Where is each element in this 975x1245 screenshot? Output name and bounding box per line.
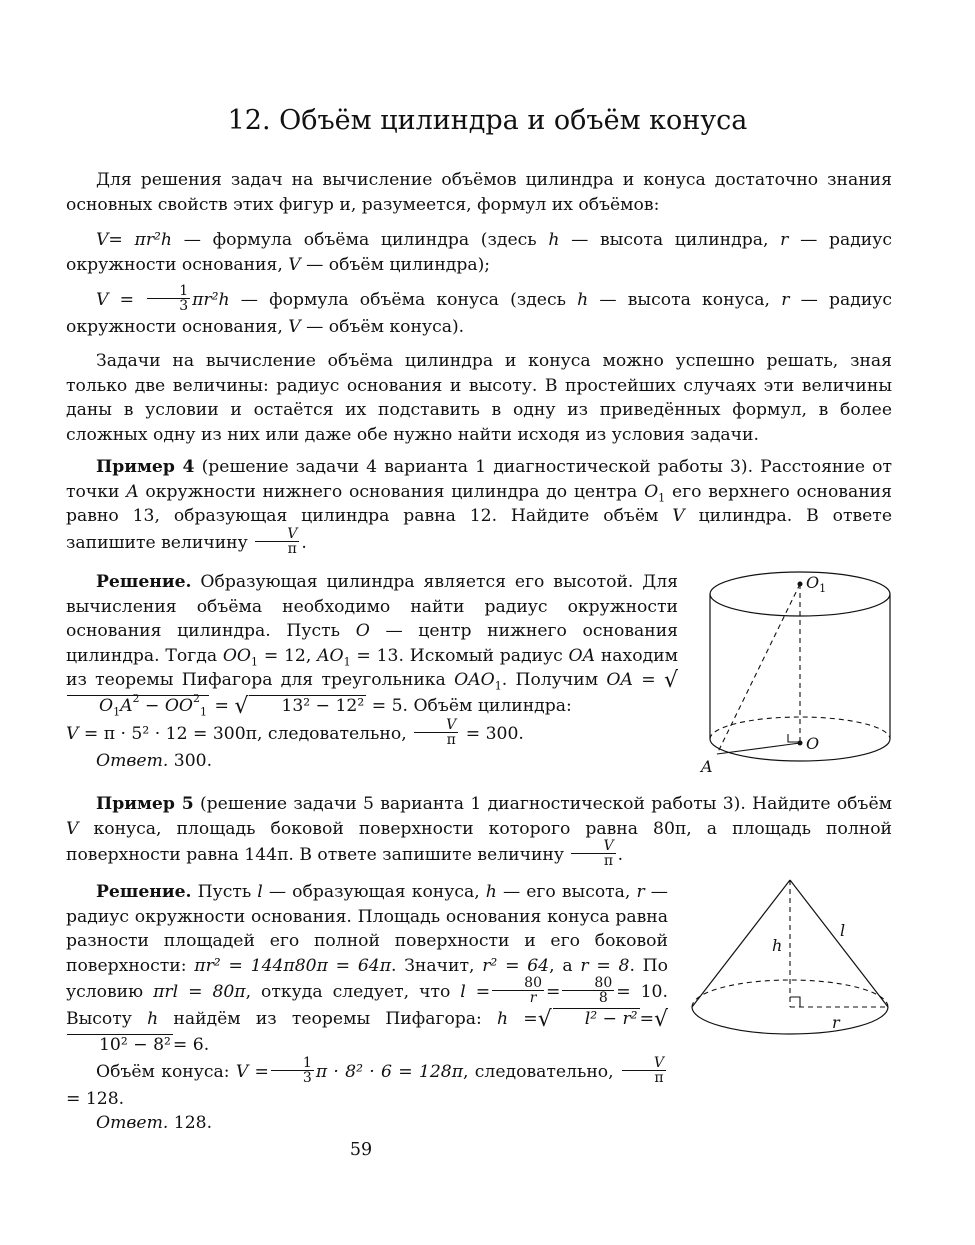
point-o1: [798, 582, 803, 587]
cylinder-figure: [696, 566, 901, 778]
fraction: $\frac{1}{3}$: [147, 284, 190, 313]
formula-cylinder: V= πr²h — формула объёма цилиндра (здесь h — высота цилиндра, r — радиус окружности основания, V — объём цилиндра);: [66, 230, 892, 275]
solution-5: Решение. Пусть l — образующая конуса, h — его высота, r — радиус окружности основания. Площадь основания конуса равна разности площадей его полной поверхности и его боковой поверхности: πr² = 144π80π = 64π. Значит, r² = 64, а r = 8. По условию πrl = 80π, откуда следует, что l = $\frac{80}{r}$ = $\frac{80}{8}$ = 10. Высоту h найдём из теоремы Пифагора: h =√ l² − r² =√10² − 8² = 6. Объём конуса: V = $\frac{1}{3}$ π · 8² · 6 = 128π, следовательно, $\frac{V}{\pi}$ = 128. Ответ. 128.: [66, 882, 669, 1134]
label-l: l: [840, 921, 846, 940]
page-title: 12. Объём цилиндра и объём конуса: [227, 105, 748, 136]
page-number: 59: [349, 1140, 373, 1160]
square-root: $O_1A^2 - OO^2_1$: [67, 695, 209, 716]
segment-ao1: [717, 584, 800, 754]
fraction: $\frac{80}{r}$: [492, 976, 544, 1005]
square-root: 10² − 8²: [67, 1034, 173, 1055]
label-o1: $O_1$: [806, 573, 827, 595]
right-angle-mark: [788, 734, 800, 742]
fraction: $\frac{V}{\pi}$: [622, 1056, 666, 1085]
point-o: [798, 741, 803, 746]
segment-oa: [717, 743, 800, 754]
label-o: O: [806, 734, 820, 753]
paragraph-two: Задачи на вычисление объёма цилиндра и конуса можно успешно решать, зная только две величины: радиус основания и высоту. В простейших случаях эти величины даны в условии и остаётся их подставить в одну из приведённых формул, в более сложных одну из них или даже обе нужно найти исходя из условия задачи.: [66, 351, 892, 445]
intro-paragraph: Для решения задач на вычисление объёмов цилиндра и конуса достаточно знания основных свойств этих фигур и, разумеется, формул их объёмов:: [66, 170, 892, 215]
cone-figure: [688, 872, 898, 1038]
solution-4: Решение. Образующая цилиндра является его высотой. Для вычисления объёма необходимо найти радиус окружности основания цилиндра. Пусть O — центр нижнего основания цилиндра. Тогда $OO_1 = 12$, $AO_1 = 13$. Искомый радиус OA находим из теоремы Пифагора для треугольника $OAO_1$. Получим OA = $√O_1A^2 - OO^2_1$ = √ 13² − 12² = 5. Объём цилиндра: V = π · 5² · 12 = 300π, следовательно, $\frac{V}{\pi}$ = 300. Ответ. 300.: [66, 572, 679, 771]
label-h: h: [772, 936, 783, 955]
fraction: $\frac{V}{\pi}$: [571, 839, 615, 868]
answer-label: Ответ.: [96, 750, 169, 771]
square-root: 13² − 12²: [249, 695, 366, 716]
answer-value: 300.: [173, 750, 213, 771]
formula-cone: V = $\frac{1}{3}$ πr²h — формула объёма конуса (здесь h — высота конуса, r — радиус окружности основания, V — объём конуса).: [66, 283, 893, 337]
fraction: $\frac{V}{\pi}$: [414, 718, 458, 747]
answer-label: Ответ.: [96, 1113, 169, 1134]
fraction: $\frac{1}{3}$: [271, 1056, 314, 1085]
fraction: $\frac{80}{8}$: [562, 976, 614, 1005]
cone-base-back: [692, 980, 888, 1007]
cone-base-front: [692, 1007, 888, 1034]
answer-value: 128.: [173, 1113, 213, 1134]
right-angle-mark: [790, 997, 800, 1007]
square-root: l² − r²: [553, 1008, 640, 1029]
label-a: A: [701, 757, 713, 776]
fraction: $\frac{V}{\pi}$: [255, 527, 299, 556]
cone-right-generatrix: [790, 880, 888, 1007]
example-4: Пример 4 (решение задачи 4 варианта 1 диагностической работы 3). Расстояние от точки A окружности нижнего основания цилиндра до центра $O_1$ его верхнего основания равно 13, образующая цилиндра равна 12. Найдите объём V цилиндра. В ответе запишите величину $\frac{V}{\pi}$ .: [66, 457, 892, 557]
label-r: r: [832, 1013, 840, 1032]
example-5: Пример 5 (решение задачи 5 варианта 1 диагностической работы 3). Найдите объём V конуса, площадь боковой поверхности которого равна 80π, а площадь полной поверхности равна 144π. В ответе запишите величину $\frac{V}{\pi}$ .: [66, 794, 892, 870]
